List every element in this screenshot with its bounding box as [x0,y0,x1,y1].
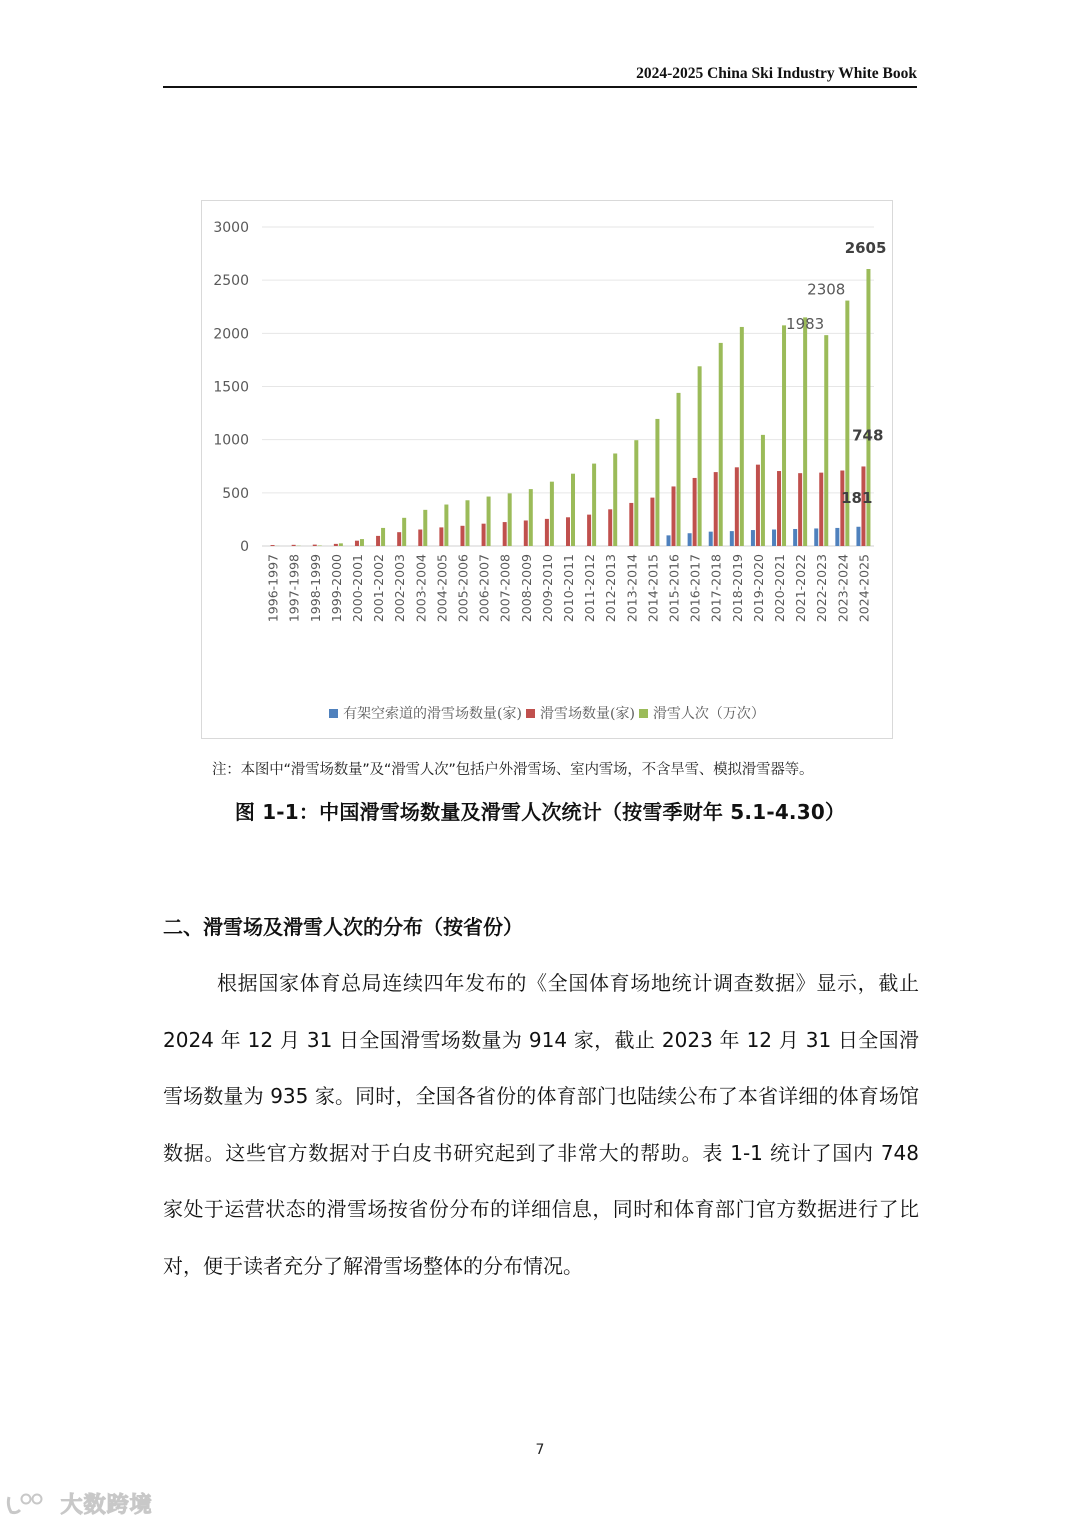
data-label: 1983 [786,315,825,334]
bar [465,500,469,546]
x-tick-label: 2022-2023 [814,554,830,623]
bar [730,531,734,546]
legend-item [526,703,635,723]
bar [313,545,317,546]
bar [856,527,860,546]
bar [709,532,713,546]
bar [714,472,718,546]
x-tick-label: 2000-2001 [349,554,365,623]
x-tick-label: 2016-2017 [687,554,703,623]
chart-legend [202,703,892,723]
x-tick-label: 2019-2020 [750,554,766,623]
bar [798,473,802,546]
x-tick-label: 2002-2003 [392,554,408,623]
data-label: 2605 [844,239,887,258]
bar [793,529,797,546]
bar [550,482,554,546]
x-tick-label: 2012-2013 [603,554,619,623]
bar [751,530,755,546]
data-label: 748 [852,426,884,445]
bar [355,541,359,546]
x-tick-label: 2018-2019 [729,554,745,623]
legend-item [329,703,522,723]
bar [529,489,533,546]
bar [845,301,849,546]
x-tick-label: 1996-1997 [265,554,281,623]
body-paragraph: 根据国家体育总局连续四年发布的《全国体育场地统计调查数据》显示，截止 2024 年 12 月 31 日全国滑雪场数量为 914 家，截止 2023 年 12 月 31 日全国滑雪场数量为 935 家。同时，全国各省份的体育部门也陆续公布了本省详细的体育场馆数据。这些官方数据对于白皮书研究起到了非常大的帮助。表 1-1 统计了国内 748 家处于运营状态的滑雪场按省份分布的详细信息，同时和体育部门官方数据进行了比对，便于读者充分了解滑雪场整体的分布情况。 [163,971,919,1278]
y-tick-label: 1500 [213,379,249,396]
bar [418,530,422,546]
bar [423,510,427,546]
legend-label: 有架空索道的滑雪场数量(家) [343,706,522,722]
legend-swatch-icon [639,709,648,718]
bar [487,497,491,546]
bar [819,473,823,546]
y-tick-label: 1000 [213,432,249,449]
chart-container [201,200,893,739]
bar [840,471,844,546]
x-tick-label: 1998-1999 [307,554,323,623]
bar [803,317,807,546]
bar [677,393,681,546]
bar [655,419,659,546]
legend-label: 滑雪人次（万次） [652,706,765,722]
x-tick-label: 2015-2016 [666,554,682,623]
bar [782,325,786,546]
bar [777,471,781,546]
y-tick-label: 2000 [213,326,249,343]
bar [672,486,676,546]
bar [292,545,296,546]
bar [650,498,654,546]
bar [824,335,828,546]
bar [835,528,839,546]
body-paragraph-container [163,955,919,1294]
bar [634,440,638,546]
bar [460,526,464,546]
bar [608,509,612,546]
bar-chart [202,201,892,738]
x-tick-label: 2023-2024 [835,554,851,623]
legend-swatch-icon [526,709,535,718]
x-tick-label: 2024-2025 [856,554,872,623]
x-tick-label: 2020-2021 [772,554,788,623]
x-tick-label: 2013-2014 [624,554,640,623]
bar [592,464,596,546]
watermark-text: 大数跨境 [60,1493,153,1518]
x-tick-label: 2003-2004 [413,554,429,623]
bar [360,539,364,546]
figure-caption: 图 1-1：中国滑雪场数量及滑雪人次统计（按雪季财年 5.1-4.30） [234,800,846,824]
bar [587,515,591,546]
bar [439,527,443,546]
bar [735,467,739,546]
y-tick-label: 500 [222,485,249,502]
x-tick-label: 1999-2000 [328,554,344,623]
bar [524,520,528,546]
bar [629,503,633,546]
watermark-logo-icon [6,1493,46,1521]
bar [339,543,343,546]
bar [334,544,338,546]
bar [667,535,671,546]
bar [756,465,760,546]
bar [613,453,617,546]
x-tick-label: 2004-2005 [434,554,450,623]
y-tick-label: 3000 [213,220,249,236]
legend-item [639,703,765,723]
running-header [163,64,917,88]
x-tick-label: 2006-2007 [476,554,492,623]
legend-label: 滑雪场数量(家) [540,706,635,722]
x-tick-label: 2009-2010 [539,554,555,623]
x-tick-label: 2011-2012 [582,554,598,623]
bar [482,524,486,546]
bar [376,536,380,546]
bar [740,327,744,546]
bar [814,528,818,546]
bar [318,545,322,546]
bar [503,522,507,546]
bar [397,532,401,546]
bar [545,519,549,546]
bar [402,518,406,546]
bar [444,505,448,546]
x-tick-label: 2017-2018 [708,554,724,623]
bar [698,366,702,546]
watermark [6,1488,153,1521]
x-tick-label: 2008-2009 [518,554,534,623]
data-label: 181 [841,488,873,507]
x-tick-label: 2014-2015 [645,554,661,623]
bar [271,545,275,546]
bar [381,528,385,546]
running-title: 2024-2025 China Ski Industry White Book [636,65,917,82]
bar [693,478,697,546]
x-tick-label: 2010-2011 [561,554,576,623]
chart-note: 注：本图中“滑雪场数量”及“滑雪人次”包括户外滑雪场、室内雪场，不含旱雪、模拟滑雪器等。 [212,762,814,778]
y-tick-label: 2500 [213,273,249,290]
bar [772,530,776,546]
bar [719,343,723,546]
bar [761,435,765,546]
x-tick-label: 2005-2006 [455,554,471,623]
legend-swatch-icon [329,709,338,718]
section-heading: 二、滑雪场及滑雪人次的分布（按省份） [163,915,523,939]
x-tick-label: 2007-2008 [497,554,513,623]
bar [571,474,575,546]
x-tick-label: 2021-2022 [793,554,809,623]
data-label: 2308 [807,280,846,299]
bar [508,493,512,546]
page-number: 7 [535,1442,545,1458]
y-tick-label: 0 [240,539,249,555]
x-tick-label: 1997-1998 [286,554,302,623]
bar [566,517,570,546]
x-tick-label: 2001-2002 [371,554,387,623]
bar [688,533,692,546]
